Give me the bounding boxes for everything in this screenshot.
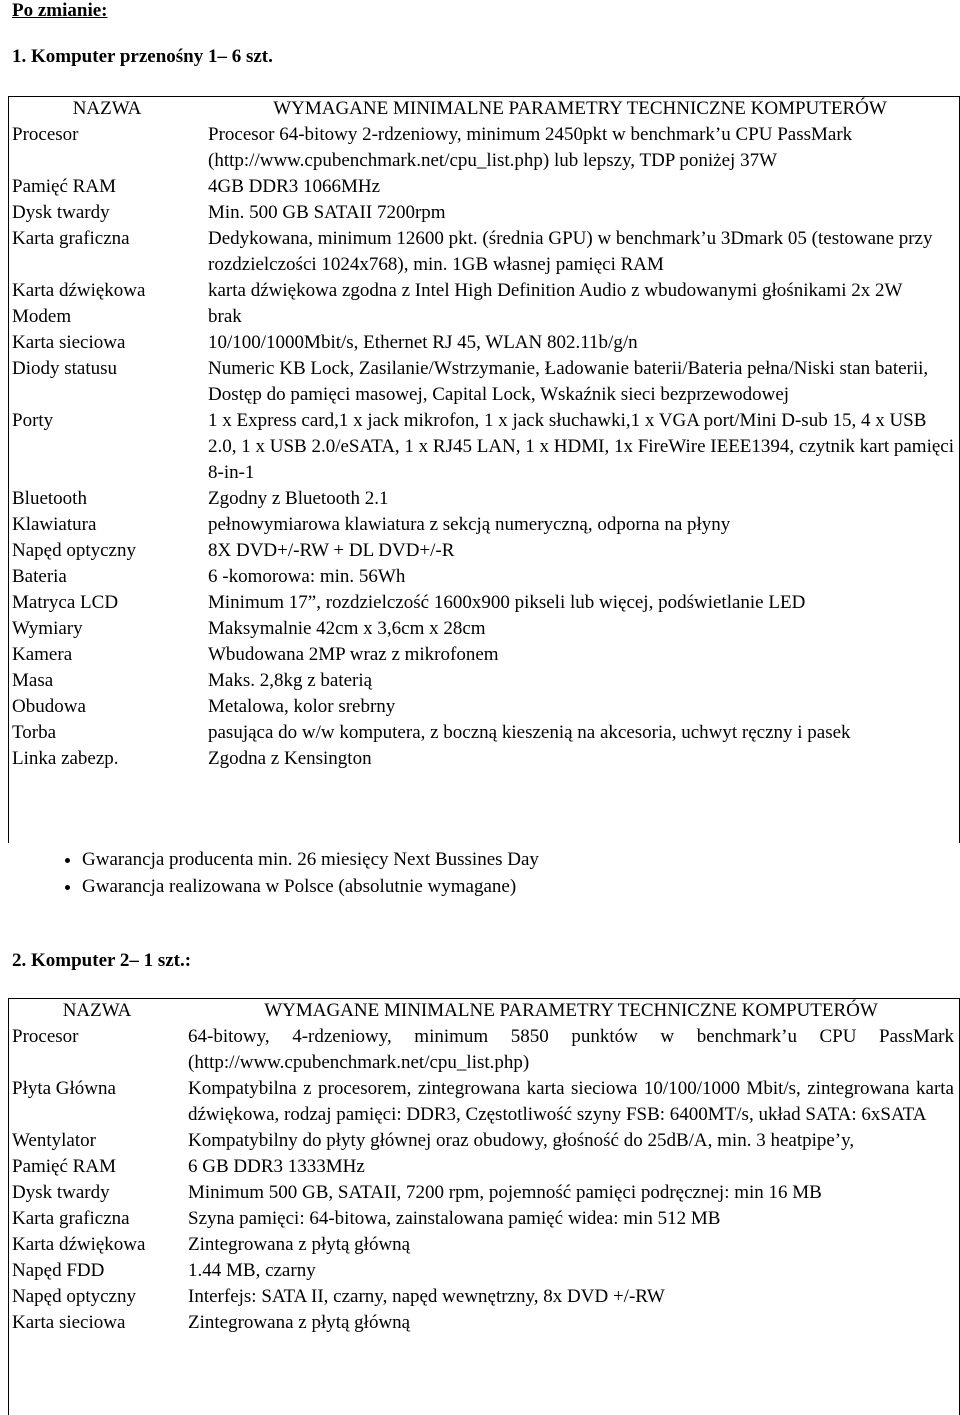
spec-name: Porty — [12, 410, 54, 431]
spec-name: Wentylator — [12, 1130, 96, 1151]
table-row — [8, 356, 958, 408]
table-header-row — [8, 96, 958, 122]
section2-spec-table — [8, 998, 958, 1336]
spec-value: Szyna pamięci: 64-bitowa, zainstalowana pamięć widea: min 512 MB — [188, 1208, 721, 1229]
spec-name: Bateria — [12, 566, 67, 587]
spec-name: Matryca LCD — [12, 592, 119, 613]
spec-value: Min. 500 GB SATAII 7200rpm — [208, 202, 446, 223]
table-row — [8, 174, 958, 200]
table-row — [8, 1128, 958, 1154]
spec-name: Napęd FDD — [12, 1260, 105, 1281]
spec-value: 1 x Express card,1 x jack mikrofon, 1 x jack słuchawki,1 x VGA port/Mini D-sub 15, 4 x USB 2.0, 1 x USB 2.0/eSATA, 1 x RJ45 LAN, 1 x HDMI, 1x FireWire IEEE1394, czytnik kart pamięci 8-in-1 — [208, 410, 955, 483]
spec-value: Dedykowana, minimum 12600 pkt. (średnia GPU) w benchmark’u 3Dmark 05 (testowane przy rozdzielczości 1024x768), min. 1GB własnej pamięci RAM — [208, 228, 933, 275]
table-row — [8, 304, 958, 330]
spec-name: Masa — [12, 670, 54, 691]
page-heading: Po zmianie: — [12, 0, 108, 21]
spec-value: 1.44 MB, czarny — [188, 1260, 316, 1281]
spec-value: Minimum 500 GB, SATAII, 7200 rpm, pojemność pamięci podręcznej: min 16 MB — [188, 1182, 822, 1203]
spec-value: Zgodny z Bluetooth 2.1 — [208, 488, 389, 509]
spec-value: 4GB DDR3 1066MHz — [208, 176, 381, 197]
spec-name: Płyta Główna — [12, 1078, 116, 1099]
spec-name: Modem — [12, 306, 72, 327]
spec-name: Karta sieciowa — [12, 1312, 126, 1333]
spec-name: Pamięć RAM — [12, 1156, 116, 1177]
table-row — [8, 1154, 958, 1180]
table-row — [8, 590, 958, 616]
spec-name: Dysk twardy — [12, 202, 110, 223]
list-item: • Gwarancja realizowana w Polsce (absolutnie wymagane) — [82, 873, 539, 900]
table-row — [8, 746, 958, 772]
spec-name: Karta graficzna — [12, 1208, 130, 1229]
table-row — [8, 330, 958, 356]
table-header-row — [8, 998, 958, 1024]
table-row — [8, 122, 958, 174]
header-value: WYMAGANE MINIMALNE PARAMETRY TECHNICZNE KOMPUTERÓW — [273, 98, 887, 119]
spec-name: Linka zabezp. — [12, 748, 119, 769]
spec-value: Metalowa, kolor srebrny — [208, 696, 396, 717]
table-row — [8, 486, 958, 512]
spec-name: Karta dźwiękowa — [12, 1234, 146, 1255]
spec-name: Karta graficzna — [12, 228, 130, 249]
spec-value: Zgodna z Kensington — [208, 748, 372, 769]
table-row — [8, 408, 958, 486]
spec-name: Napęd optyczny — [12, 1286, 136, 1307]
spec-value: 6 GB DDR3 1333MHz — [188, 1156, 365, 1177]
spec-name: Obudowa — [12, 696, 86, 717]
spec-name: Wymiary — [12, 618, 83, 639]
header-name: NAZWA — [72, 98, 142, 119]
header-name: NAZWA — [62, 1000, 132, 1021]
section1-spec-table — [8, 96, 958, 772]
spec-value: Wbudowana 2MP wraz z mikrofonem — [208, 644, 499, 665]
header-value: WYMAGANE MINIMALNE PARAMETRY TECHNICZNE KOMPUTERÓW — [264, 1000, 878, 1021]
spec-name: Torba — [12, 722, 57, 743]
spec-value: Zintegrowana z płytą główną — [188, 1312, 411, 1333]
spec-name: Procesor — [12, 124, 79, 145]
spec-value: Kompatybilny do płyty głównej oraz obudowy, głośność do 25dB/A, min. 3 heatpipe’y, — [188, 1130, 855, 1151]
spec-value: 8X DVD+/-RW + DL DVD+/-R — [208, 540, 455, 561]
table-row — [8, 1180, 958, 1206]
table-row — [8, 1206, 958, 1232]
spec-value: Interfejs: SATA II, czarny, napęd wewnętrzny, 8x DVD +/-RW — [188, 1286, 665, 1307]
spec-value: Minimum 17”, rozdzielczość 1600x900 pikseli lub więcej, podświetlanie LED — [208, 592, 806, 613]
spec-value: karta dźwiękowa zgodna z Intel High Definition Audio z wbudowanymi głośnikami 2x 2W — [208, 280, 903, 301]
table-row — [8, 226, 958, 278]
table-row — [8, 1024, 958, 1076]
table-row — [8, 616, 958, 642]
table-row — [8, 200, 958, 226]
table-row — [8, 512, 958, 538]
spec-value: Procesor 64-bitowy 2-rdzeniowy, minimum 2450pkt w benchmark’u CPU PassMark (http://www.cpubenchmark.net/cpu_list.php) lub lepszy, TDP poniżej 37W — [208, 124, 853, 171]
spec-value: Zintegrowana z płytą główną — [188, 1234, 411, 1255]
spec-value: 6 -komorowa: min. 56Wh — [208, 566, 406, 587]
spec-value: Kompatybilna z procesorem, zintegrowana karta sieciowa 10/100/1000 Mbit/s, zintegrowana karta dźwiękowa, rodzaj pamięci: DDR3, Częstotliwość szyny FSB: 6400MT/s, układ SATA: 6xSATA — [188, 1078, 954, 1125]
table-row — [8, 668, 958, 694]
spec-value: pasująca do w/w komputera, z boczną kieszenią na akcesoria, uchwyt ręczny i pasek — [208, 722, 851, 743]
table-row — [8, 538, 958, 564]
spec-name: Karta sieciowa — [12, 332, 126, 353]
table-row — [8, 642, 958, 668]
spec-name: Dysk twardy — [12, 1182, 110, 1203]
spec-name: Kamera — [12, 644, 73, 665]
table-row — [8, 1076, 958, 1128]
table-row — [8, 278, 958, 304]
spec-name: Bluetooth — [12, 488, 87, 509]
table-row — [8, 1310, 958, 1336]
spec-name: Karta dźwiękowa — [12, 280, 146, 301]
spec-value: pełnowymiarowa klawiatura z sekcją numeryczną, odporna na płyny — [208, 514, 731, 535]
spec-value: 10/100/1000Mbit/s, Ethernet RJ 45, WLAN 802.11b/g/n — [208, 332, 638, 353]
section1-title: 1. Komputer przenośny 1– 6 szt. — [12, 46, 273, 67]
spec-name: Klawiatura — [12, 514, 97, 535]
spec-value: Maksymalnie 42cm x 3,6cm x 28cm — [208, 618, 486, 639]
table-row — [8, 1232, 958, 1258]
list-item: • Gwarancja producenta min. 26 miesięcy Next Bussines Day — [82, 846, 539, 873]
spec-name: Napęd optyczny — [12, 540, 136, 561]
spec-value: brak — [208, 306, 242, 327]
table-row — [8, 1284, 958, 1310]
section2-title: 2. Komputer 2– 1 szt.: — [12, 950, 192, 971]
spec-value: Maks. 2,8kg z baterią — [208, 670, 373, 691]
spec-value: Numeric KB Lock, Zasilanie/Wstrzymanie, Ładowanie baterii/Bateria pełna/Niski stan baterii, Dostęp do pamięci masowej, Capital Lock, Wskaźnik sieci bezprzewodowej — [208, 358, 929, 405]
spec-name: Pamięć RAM — [12, 176, 116, 197]
spec-name: Procesor — [12, 1026, 79, 1047]
spec-value: 64-bitowy, 4-rdzeniowy, minimum 5850 punktów w benchmark’u CPU PassMark (http://www.cpubenchmark.net/cpu_list.php) — [188, 1026, 954, 1073]
table-row — [8, 1258, 958, 1284]
table-row — [8, 564, 958, 590]
table-row — [8, 694, 958, 720]
table-row — [8, 720, 958, 746]
spec-name: Diody statusu — [12, 358, 118, 379]
warranty-list — [52, 846, 539, 900]
